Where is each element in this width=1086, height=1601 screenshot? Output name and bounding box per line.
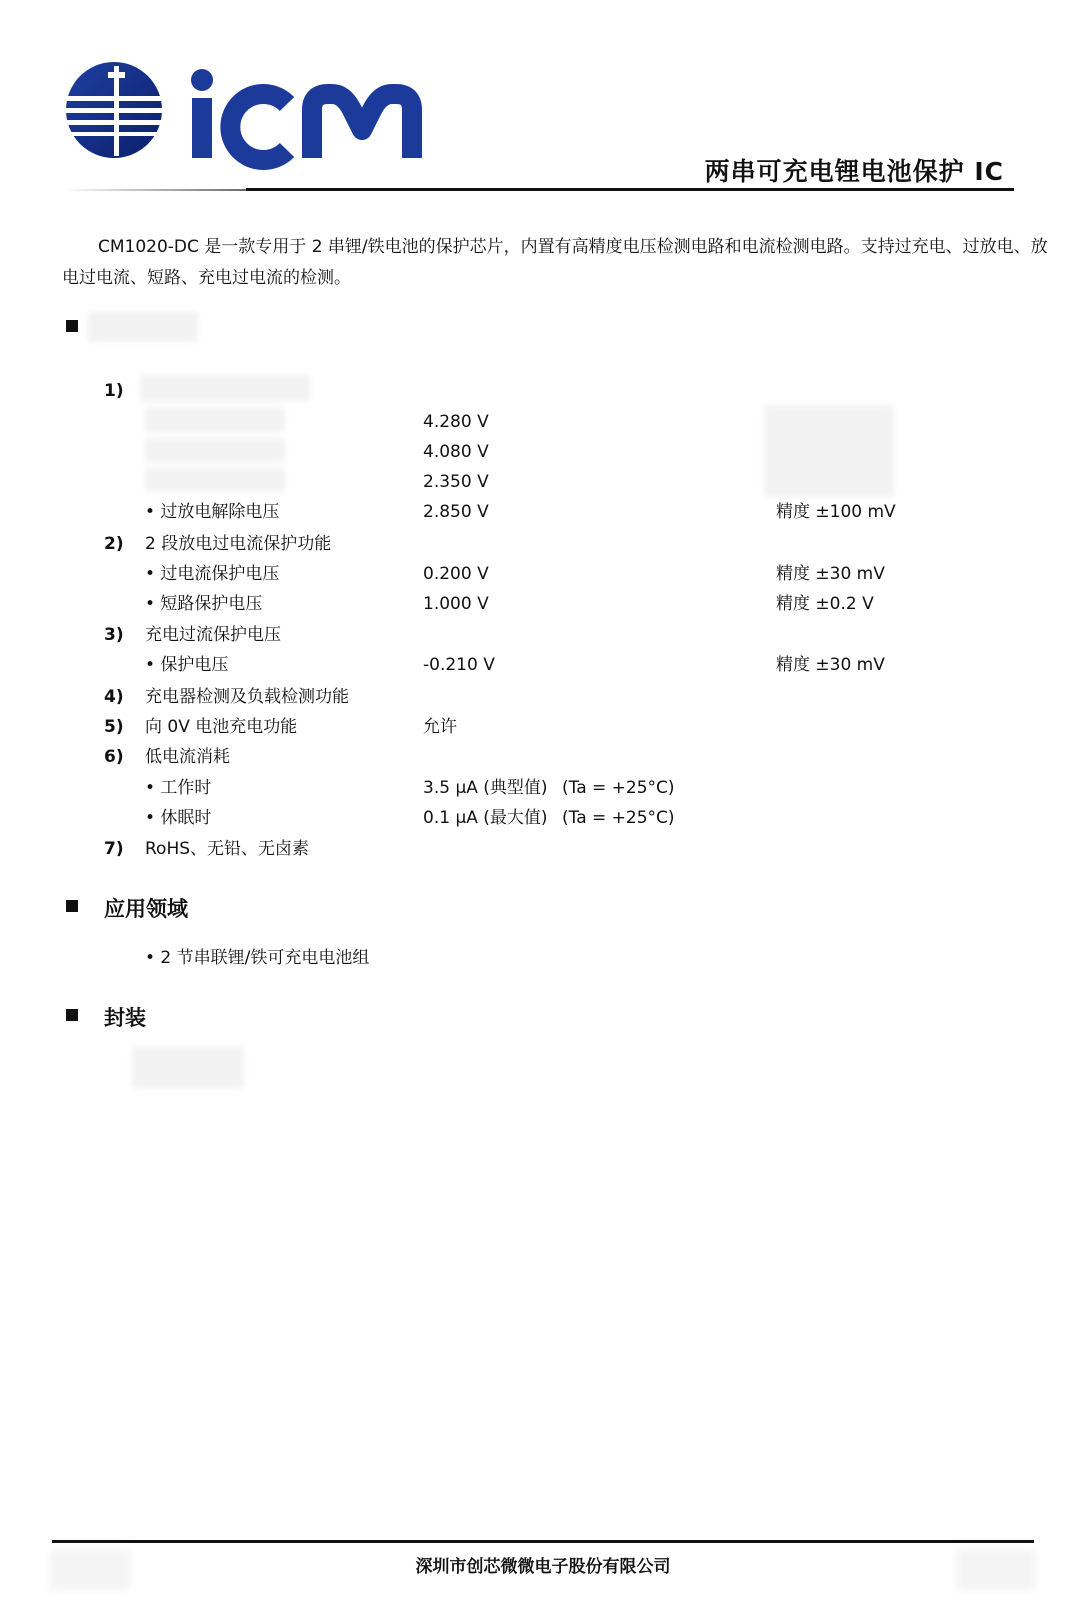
feature-num-3: 3) — [104, 625, 124, 645]
feature-1-accuracy-d: 精度 ±100 mV — [776, 502, 896, 522]
feature-title-2: 2 段放电过电流保护功能 — [145, 534, 332, 554]
package-content-blurred — [132, 1046, 244, 1088]
feature-3-value-a: -0.210 V — [423, 655, 495, 675]
package-heading: 封装 — [104, 1006, 146, 1030]
feature-1-label-blurred-b — [145, 438, 285, 462]
feature-2-label-a: • 过电流保护电压 — [145, 564, 280, 584]
feature-1-label-d: • 过放电解除电压 — [145, 502, 280, 522]
document-title: 两串可充电锂电池保护 IC — [704, 157, 1004, 186]
feature-6-condition-a: (Ta = +25°C) — [562, 778, 675, 798]
footer-company-name: 深圳市创芯微微电子股份有限公司 — [415, 1557, 671, 1577]
feature-2-value-b: 1.000 V — [423, 594, 489, 614]
feature-1-accuracy-blurred — [764, 405, 894, 497]
footer-divider — [52, 1540, 1034, 1543]
feature-3-label-a: • 保护电压 — [145, 655, 229, 675]
feature-2-accuracy-b: 精度 ±0.2 V — [776, 594, 874, 614]
feature-6-condition-b: (Ta = +25°C) — [562, 808, 675, 828]
feature-num-1: 1) — [104, 381, 124, 401]
section-marker-applications — [66, 900, 78, 912]
feature-1-value-c: 2.350 V — [423, 472, 489, 492]
icm-logo — [62, 58, 442, 183]
feature-num-5: 5) — [104, 717, 124, 737]
feature-2-accuracy-a: 精度 ±30 mV — [776, 564, 885, 584]
feature-title-3: 充电过流保护电压 — [145, 625, 281, 645]
feature-title-5: 向 0V 电池充电功能 — [145, 717, 298, 737]
feature-2-value-a: 0.200 V — [423, 564, 489, 584]
section-marker-package — [66, 1009, 78, 1021]
intro-text: CM1020-DC 是一款专用于 2 串锂/铁电池的保护芯片，内置有高精度电压检测电路和电流检测电路。支持过充电、过放电、放电过电流、短路、充电过电流的检测。 — [62, 237, 1048, 288]
feature-title-6: 低电流消耗 — [145, 747, 230, 767]
feature-5-value: 允许 — [423, 717, 457, 737]
intro-paragraph — [62, 232, 1052, 294]
feature-title-1-blurred — [140, 374, 310, 402]
feature-3-accuracy-a: 精度 ±30 mV — [776, 655, 885, 675]
feature-2-label-b: • 短路保护电压 — [145, 594, 263, 614]
header-divider — [246, 188, 1014, 191]
feature-num-7: 7) — [104, 839, 124, 859]
feature-1-label-blurred-a — [145, 408, 285, 432]
feature-1-label-blurred-c — [145, 468, 285, 492]
feature-title-4: 充电器检测及负载检测功能 — [145, 687, 349, 707]
application-item: • 2 节串联锂/铁可充电电池组 — [145, 948, 370, 968]
feature-1-value-b: 4.080 V — [423, 442, 489, 462]
feature-num-4: 4) — [104, 687, 124, 707]
feature-6-value-b: 0.1 μA (最大值) — [423, 808, 548, 828]
feature-num-6: 6) — [104, 747, 124, 767]
feature-6-label-b: • 休眠时 — [145, 808, 212, 828]
feature-1-value-d: 2.850 V — [423, 502, 489, 522]
features-heading-blurred — [88, 312, 198, 342]
header-divider-fade — [62, 189, 252, 191]
feature-num-2: 2) — [104, 534, 124, 554]
feature-1-value-a: 4.280 V — [423, 412, 489, 432]
applications-heading: 应用领域 — [104, 897, 188, 921]
section-marker-features — [66, 320, 78, 332]
feature-6-value-a: 3.5 μA (典型值) — [423, 778, 548, 798]
feature-title-7: RoHS、无铅、无卤素 — [145, 839, 310, 859]
feature-6-label-a: • 工作时 — [145, 778, 212, 798]
